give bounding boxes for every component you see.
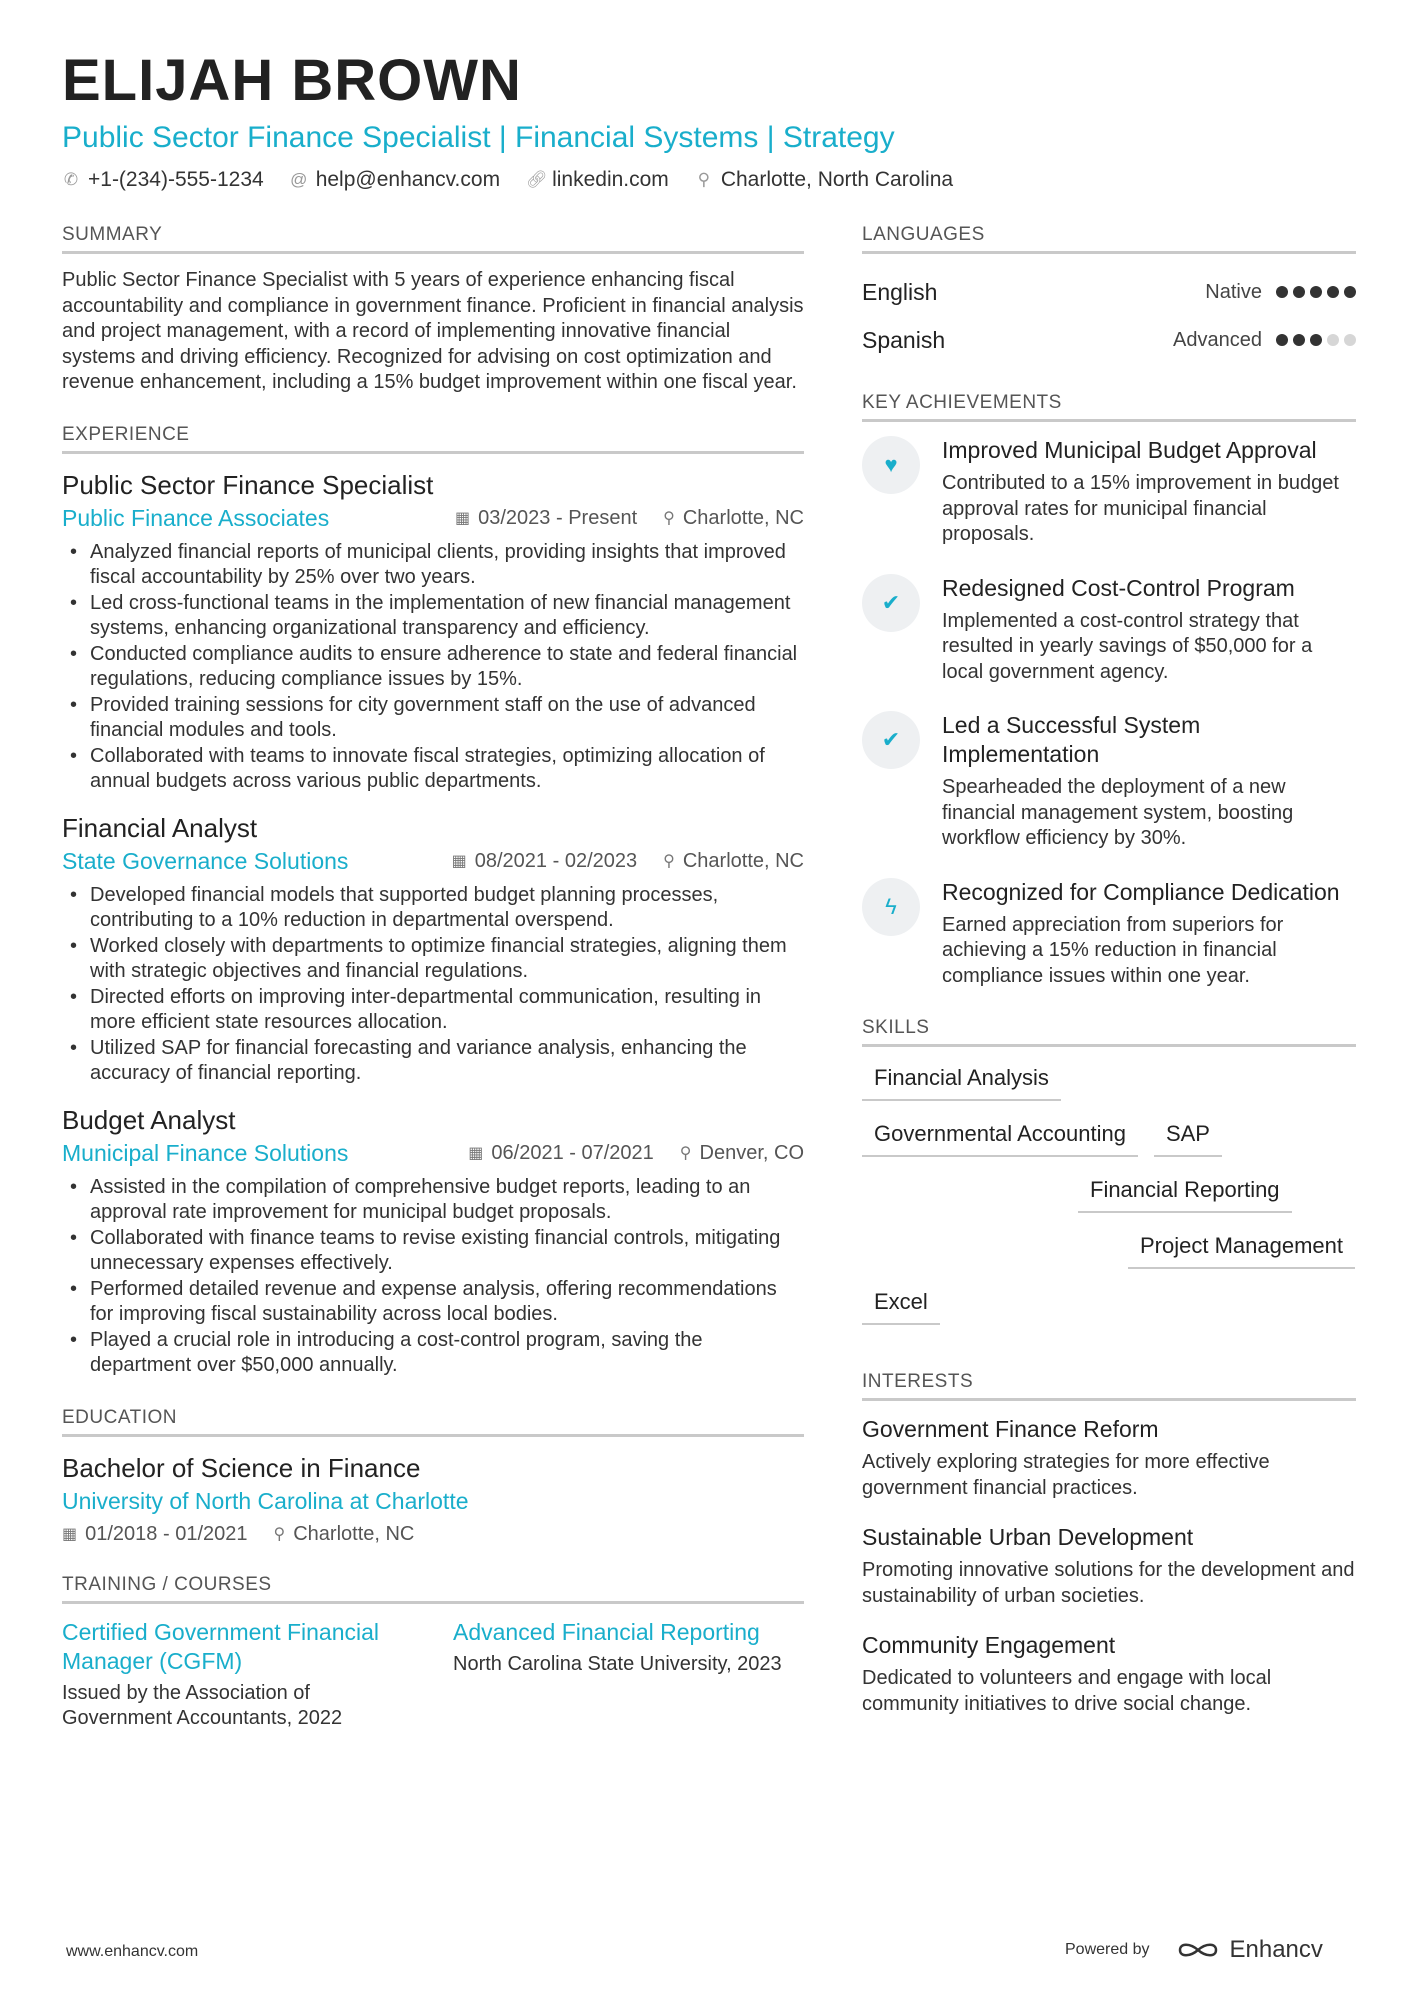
phone-icon: ✆	[63, 170, 79, 189]
candidate-name: ELIJAH BROWN	[62, 48, 522, 113]
language-level: Advanced	[1173, 328, 1262, 351]
achievements-heading: KEY ACHIEVEMENTS	[862, 392, 1356, 422]
location-pin-icon: ⚲	[679, 1145, 692, 1162]
summary-text: Public Sector Finance Specialist with 5 years of experience enhancing fiscal accountability and compliance in government finance. Proficient in financial analysis and project management, with a record of implementing innovative financial systems and driving efficiency. Recognized for advising on cost optimization and revenue enhancement, including a 15% budget improvement within one fiscal year.	[62, 269, 804, 393]
rating-dot	[1310, 334, 1322, 346]
job-location: Denver, CO	[699, 1141, 804, 1164]
skill-tag: Financial Analysis	[862, 1061, 1061, 1101]
contact-email[interactable]	[290, 168, 500, 192]
rating-dot	[1344, 286, 1356, 298]
footer-website[interactable]: www.enhancv.com	[66, 1943, 199, 1960]
rating-dot	[1293, 286, 1305, 298]
course-desc: North Carolina State University, 2023	[453, 1652, 782, 1675]
job-dates: 06/2021 - 07/2021	[491, 1141, 654, 1164]
achievement-title: Redesigned Cost-Control Program	[942, 574, 1295, 601]
company-name: Municipal Finance Solutions	[62, 1139, 349, 1166]
summary-section	[62, 224, 804, 396]
language-name: Spanish	[862, 326, 946, 353]
left-column	[62, 224, 804, 1760]
calendar-icon: ▦	[451, 853, 467, 870]
languages-section	[862, 224, 1356, 364]
interests-section	[862, 1371, 1356, 1717]
contact-bar	[62, 168, 1362, 192]
education-section	[62, 1407, 804, 1546]
bolt-icon: ϟ	[862, 878, 920, 936]
job-title: Budget Analyst	[62, 1104, 236, 1135]
interest-item	[862, 1523, 1356, 1609]
at-icon: @	[290, 170, 308, 189]
interest-title: Community Engagement	[862, 1632, 1116, 1658]
language-item	[862, 268, 1356, 316]
achievement-item	[862, 436, 1356, 548]
skill-tag: Excel	[862, 1285, 940, 1325]
course-desc: Issued by the Association of Government Accountants, 2022	[62, 1681, 343, 1729]
location-pin-icon: ⚲	[273, 1526, 286, 1543]
job-title: Financial Analyst	[62, 812, 258, 843]
interest-desc: Actively exploring strategies for more effective government financial practices.	[862, 1451, 1270, 1499]
location-pin-icon: ⚲	[663, 853, 675, 870]
achievement-title: Led a Successful System Implementation	[942, 712, 1201, 767]
enhancv-logo-icon	[1176, 1939, 1220, 1961]
achievement-desc: Spearheaded the deployment of a new financial management system, boosting workflow efficiency by 30%.	[942, 776, 1294, 849]
achievement-title: Improved Municipal Budget Approval	[942, 437, 1317, 463]
job-entry	[62, 468, 804, 795]
course-item	[62, 1618, 413, 1732]
bullet-item: • Analyzed financial reports of municipal clients, providing insights that improved fiscal accountability by 25% over two years.	[62, 540, 804, 591]
contact-phone	[62, 168, 264, 192]
training-heading: TRAINING / COURSES	[62, 1574, 804, 1604]
experience-section	[62, 424, 804, 1379]
language-rating	[1276, 334, 1356, 346]
school-name: University of North Carolina at Charlotte	[62, 1487, 469, 1514]
bullet-item: • Assisted in the compilation of comprehensive budget reports, leading to an approval rate improvement for municipal budget proposals.	[62, 1175, 804, 1226]
interest-title: Government Finance Reform	[862, 1416, 1159, 1442]
bullet-item: • Led cross-functional teams in the implementation of new financial management systems, enhancing organizational transparency and efficiency.	[62, 591, 804, 642]
achievement-item	[862, 878, 1356, 990]
course-list	[62, 1618, 804, 1732]
interest-desc: Dedicated to volunteers and engage with local community initiatives to drive social change.	[862, 1667, 1272, 1715]
skill-tag: Governmental Accounting	[862, 1117, 1138, 1157]
bullet-item: • Performed detailed revenue and expense analysis, offering recommendations for improving fiscal sustainability across local bodies.	[62, 1277, 804, 1328]
heart-icon: ♥	[862, 436, 920, 494]
calendar-icon: ▦	[455, 510, 471, 527]
language-rating	[1276, 286, 1356, 298]
experience-heading: EXPERIENCE	[62, 424, 804, 454]
link-icon: 🔗︎	[526, 170, 548, 189]
interest-title: Sustainable Urban Development	[862, 1524, 1194, 1550]
languages-heading: LANGUAGES	[862, 224, 1356, 254]
interests-heading: INTERESTS	[862, 1371, 1356, 1401]
achievement-desc: Implemented a cost-control strategy that resulted in yearly savings of $50,000 for a local government agency.	[942, 609, 1313, 683]
job-bullets	[62, 1175, 804, 1379]
skill-tag: SAP	[1154, 1117, 1222, 1157]
rating-dot	[1310, 286, 1322, 298]
education-heading: EDUCATION	[62, 1407, 804, 1437]
education-dates: 01/2018 - 01/2021	[85, 1522, 248, 1545]
job-entry	[62, 1103, 804, 1379]
skill-tag: Project Management	[1128, 1229, 1355, 1269]
calendar-icon: ▦	[468, 1145, 484, 1162]
achievement-item	[862, 574, 1356, 686]
powered-by-label: Powered by	[1065, 1941, 1150, 1958]
achievement-title: Recognized for Compliance Dedication	[942, 878, 1340, 905]
bullet-item: • Worked closely with departments to optimize financial strategies, aligning them with strategic objectives and financial regulations.	[62, 934, 804, 985]
job-dates: 03/2023 - Present	[478, 506, 638, 529]
skills-list	[862, 1061, 1356, 1325]
skills-section	[862, 1017, 1356, 1325]
bullet-item: • Collaborated with teams to innovate fiscal strategies, optimizing allocation of annual budgets across various public departments.	[62, 744, 804, 795]
company-name: Public Finance Associates	[62, 504, 330, 531]
bullet-item: • Conducted compliance audits to ensure adherence to state and federal financial regulations, reducing compliance issues by 15%.	[62, 642, 804, 693]
job-bullets	[62, 883, 804, 1087]
degree-title: Bachelor of Science in Finance	[62, 1452, 421, 1483]
location-pin-icon: ⚲	[697, 170, 711, 189]
education-location: Charlotte, NC	[293, 1522, 415, 1545]
skill-tag: Financial Reporting	[1078, 1173, 1292, 1213]
bullet-item: • Developed financial models that supported budget planning processes, contributing to a 10% reduction in departmental overspend.	[62, 883, 804, 934]
check-icon: ✔	[862, 711, 920, 769]
job-bullets	[62, 540, 804, 795]
phone-text: +1-(234)-555-1234	[88, 168, 264, 191]
rating-dot	[1276, 286, 1288, 298]
brand-logo[interactable]	[1176, 1936, 1323, 1964]
contact-linkedin[interactable]	[526, 168, 669, 192]
bullet-item: • Utilized SAP for financial forecasting and variance analysis, enhancing the accuracy of financial reporting.	[62, 1036, 804, 1087]
rating-dot	[1327, 334, 1339, 346]
language-item	[862, 316, 1356, 364]
job-title: Public Sector Finance Specialist	[62, 469, 434, 500]
language-level: Native	[1205, 280, 1262, 303]
achievement-item	[862, 711, 1356, 852]
skills-heading: SKILLS	[862, 1017, 1356, 1047]
powered-by	[1065, 1936, 1323, 1964]
language-name: English	[862, 278, 938, 305]
bullet-item: • Played a crucial role in introducing a cost-control program, saving the department over $50,000 annually.	[62, 1328, 804, 1379]
candidate-title: Public Sector Finance Specialist | Financial Systems | Strategy	[62, 121, 895, 154]
achievement-desc: Earned appreciation from superiors for achieving a 15% reduction in financial compliance issues within one year.	[942, 913, 1284, 987]
course-title: Certified Government Financial Manager (CGFM)	[62, 1618, 380, 1674]
summary-heading: SUMMARY	[62, 224, 804, 254]
calendar-icon: ▦	[62, 1526, 78, 1543]
job-meta	[62, 1140, 804, 1167]
interest-item	[862, 1415, 1356, 1501]
achievements-section	[862, 392, 1356, 989]
course-item	[453, 1618, 804, 1732]
job-entry	[62, 811, 804, 1087]
job-location: Charlotte, NC	[682, 849, 804, 872]
brand-name: Enhancv	[1229, 1936, 1323, 1963]
job-meta	[62, 848, 804, 875]
bullet-item: • Directed efforts on improving inter-departmental communication, resulting in more efficient state resources allocation.	[62, 985, 804, 1036]
location-text: Charlotte, North Carolina	[720, 168, 954, 191]
rating-dot	[1293, 334, 1305, 346]
job-dates: 08/2021 - 02/2023	[474, 849, 638, 872]
linkedin-text[interactable]: linkedin.com	[552, 168, 669, 191]
course-title: Advanced Financial Reporting	[453, 1618, 760, 1645]
company-name: State Governance Solutions	[62, 847, 349, 874]
achievement-desc: Contributed to a 15% improvement in budget approval rates for municipal financial proposals.	[942, 472, 1339, 545]
bullet-item: • Collaborated with finance teams to revise existing financial controls, mitigating unnecessary expenses effectively.	[62, 1226, 804, 1277]
job-location: Charlotte, NC	[682, 506, 804, 529]
interest-desc: Promoting innovative solutions for the development and sustainability of urban societies.	[862, 1559, 1355, 1607]
email-text[interactable]: help@enhancv.com	[315, 168, 501, 191]
interest-item	[862, 1631, 1356, 1717]
rating-dot	[1327, 286, 1339, 298]
bullet-item: • Provided training sessions for city government staff on the use of advanced financial modules and tools.	[62, 693, 804, 744]
contact-location	[695, 168, 953, 192]
job-meta	[62, 505, 804, 532]
training-section	[62, 1574, 804, 1732]
education-meta	[62, 1523, 804, 1546]
rating-dot	[1344, 334, 1356, 346]
check-icon: ✔	[862, 574, 920, 632]
right-column	[862, 224, 1356, 1745]
resume-header	[62, 46, 1362, 192]
rating-dot	[1276, 334, 1288, 346]
location-pin-icon: ⚲	[663, 510, 675, 527]
